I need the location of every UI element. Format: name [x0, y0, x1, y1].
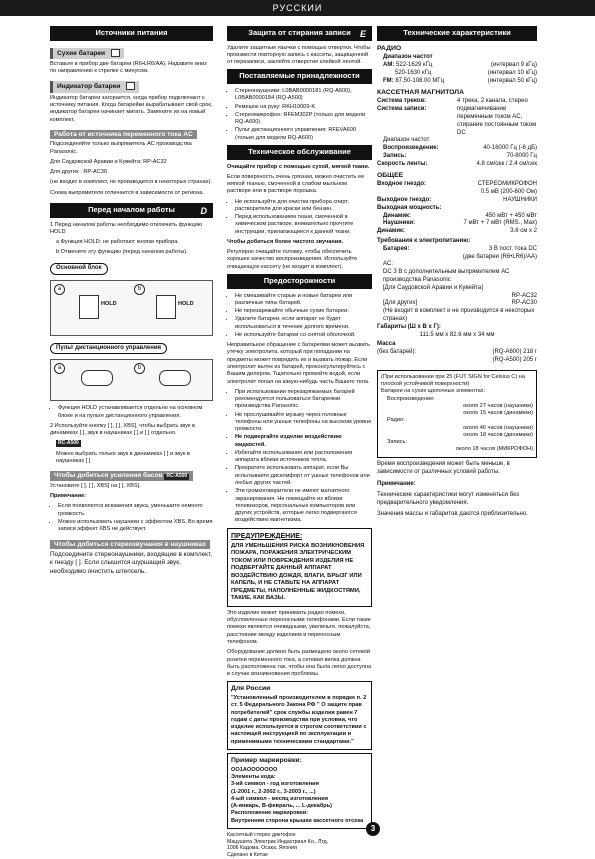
spec-input-value-2: 0.5 мВ (200-600 Ом) [480, 189, 537, 196]
maintenance-better: Чтобы добиться более чистого звучания. [227, 238, 344, 245]
footer-line: 1006 Кадома, Осака, Япония [227, 845, 297, 852]
spec-value: 4 трека, 2 канала, стерео [457, 98, 528, 105]
section-badge: E [359, 29, 366, 39]
warning-title: ПРЕДУПРЕЖДЕНИЕ: [231, 532, 303, 540]
step-1b: b Отмените эту функцию (перед началом работы). [56, 249, 188, 256]
spec-dyn-row [377, 228, 537, 236]
radio-interference-text: Это изделие может принимать радио помехи, обусловленные переносными телефонами. Если такие помехи являются очевидными, увеличьте, пожалуйста, расстояние между изделием и переносным телефоном. [227, 609, 371, 645]
spec-value: 520-1630 кГц [395, 70, 432, 77]
remote-hold-figure [50, 359, 213, 401]
spec-ac-other-row [377, 300, 537, 308]
marking-title: Пример маркировки: [231, 757, 302, 764]
figure-marker-b: b [134, 284, 145, 295]
maintenance-item: • Перед использованием ткани, смоченной в химическом растворе, внимательно прочтите инструкции, прилагающиеся к данной ткани. [235, 214, 372, 236]
russia-text: "Установленный производителем в порядке п. 2 ст. 5 Федерального Закона РФ " О защите прав потребителей" срок службы изделия равен 7 годам с даты производства при условии, что изделие используется в строгом соответствии с настоящей инструкцией по эксплуатации и применимыми техническими стандартами." [231, 695, 367, 745]
ac-text-2: Для Саудовской Аравии и Кувейта: RP-AC32 [50, 158, 167, 165]
spec-ac-text: DC 3 В с дополнительным выпрямителем АС производства Panasonic [383, 269, 510, 284]
spec-record-row [377, 106, 537, 137]
spec-radio-title: РАДИО [377, 44, 402, 52]
caution-item: • При использовании перезаряжаемых батарей рекомендуется пользоваться батареями производства Panasonic. [235, 389, 372, 411]
spec-label: FM: [383, 77, 394, 84]
spec-label: (без батарей): [377, 349, 417, 356]
spec-label: AM: [383, 62, 395, 69]
box-life: Батареи на сухих щелочных элементах: [381, 388, 486, 395]
spec-value: 7 мВт + 7 мВт (RMS., Max) [463, 220, 537, 227]
spec-value: 3 В пост. тока DC [488, 245, 537, 252]
spec-play-row [377, 145, 537, 153]
hold-switch-b [156, 295, 176, 319]
caution-item: • Избегайте использования или расположения аппарата вблизи источников тепла. [235, 450, 372, 465]
spec-value: 3.6 см x 2 [510, 228, 537, 235]
marking-line: Расположение маркировки: [231, 810, 309, 817]
caution-item: • Не перезаряжайте обычные сухие батареи. [235, 308, 372, 315]
spec-batt-row [377, 246, 537, 254]
subheader-dry-batteries [50, 48, 124, 59]
spec-ac-saudi-val: RP-AC32 [511, 292, 537, 299]
bass-tag: RC-A500 [166, 473, 188, 480]
spec-value: СТЕРЕОМИКРОФОН [477, 181, 537, 188]
battery-icon [111, 49, 120, 57]
column-middle [227, 26, 372, 859]
spec-label: Динамик: [383, 212, 412, 219]
subheader-bass [50, 471, 193, 481]
dry-batteries-text: Вставьте в прибор две батареи (R6•LR6/AA). Надавите вниз по направлению к стрелке с минусом. [50, 60, 207, 75]
section-header-specs: Технические характеристики [377, 26, 537, 41]
stereo-text: Подсоедините стереонаушники, входящие в комплект, к гнезду [ ]. Если слышится шуршащий звук, необходимо очистить штепсель. [50, 551, 213, 575]
footer-line: Кассетный стерео диктофон [227, 831, 296, 838]
spec-rec-row [377, 153, 537, 161]
spec-freq-range: Диапазон частот [383, 54, 433, 61]
maintenance-text: Если поверхность очень грязная, можно очистить ее мягкой тканью, смоченной в слабом мыльном растворе или в растворе порошка. [227, 173, 365, 195]
marking-example-box [227, 753, 372, 829]
warning-text: ДЛЯ УМЕНЬШЕНИЯ РИСКА ВОЗНИКНОВЕНИЯ ПОЖАРА, ПОРАЖЕНИЯ ЭЛЕКТРИЧЕСКИМ ТОКОМ ИЛИ ПОВРЕЖДЕНИЯ ИЗДЕЛИЯ НЕ ПОДВЕРГАЙТЕ ДАННЫЙ АППАРАТ ВОЗДЕЙСТВИЮ ДОЖДЯ, ВЛАГИ, БРЫЗГ ИЛИ КАПЕЛЬ, И НЕ СТАВЬТЕ НА АППАРАТ ПРЕДМЕТЫ, НАПОЛНЕННЫЕ ЖИДКОСТЯМИ, ТАКИЕ, КАК ВАЗЫ. [231, 542, 365, 602]
spec-label: Скорость ленты: [377, 160, 428, 167]
ac-text-5: Схема выпрямителя отличается в зависимости от региона. [50, 189, 204, 196]
battery-life-box [377, 370, 537, 458]
section-header-before-use [50, 203, 213, 218]
step-1a: a Функция HOLD: не работают кнопки прибора. [56, 239, 179, 246]
spec-cassette-title: КАССЕТНАЯ МАГНИТОЛА [377, 88, 464, 96]
step-1: 1 Перед началом работы необходимо отключить функцию HOLD [50, 221, 203, 235]
indicator-text: Индикатор батареи загорается, когда прибор подключают к источнику питания. Когда батарейки вырабатывают свой срок, индикатор батареи начинает мигать. Замените их на новый комплект. [50, 94, 213, 123]
spec-dims-label: Габариты (Ш x В x Г): [377, 323, 441, 330]
subheader-stereo: Чтобы добиться стереозвучания в наушниках [50, 540, 210, 550]
remote-hold-switch-a [81, 370, 113, 386]
caution-item: • Прекратите использовать аппарат, если Вы испытываете дискомфорт от ушных телефонов или любых других частей. [235, 465, 372, 487]
main-unit-label: Основной блок [50, 263, 108, 275]
warning-box [227, 528, 372, 607]
page-number: 3 [366, 822, 380, 836]
spec-freq-range-2: Диапазон частот [383, 137, 430, 144]
spec-value: 40-16000 Гц (-6 дБ) [483, 145, 537, 152]
spec-ac-note: (Не входит в комплект и не производится в некоторых странах) [383, 308, 535, 323]
figure-marker-a: a [54, 284, 65, 295]
spec-value: 4.8 см/сек / 2.4 см/сек [476, 160, 537, 167]
spec-value: RP-AC30 [511, 300, 537, 307]
spec-batt-value-2: (две батареи (R6•LR6)/AA) [462, 253, 537, 260]
section-header-power: Источники питания [50, 26, 213, 41]
russia-title: Для России [231, 685, 271, 693]
caution-item: • Не смешивайте старые и новые батареи или различные типы батарей. [235, 293, 372, 308]
caution-item: • Не подвергайте изделие воздействию жидкостей. [235, 434, 372, 449]
spec-track-row [377, 98, 537, 106]
box-lead: (При использовании при 25 (FUT SIGN for Celsius C) на плоской устойчивой поверхности) [381, 373, 525, 388]
footer-line: Сделано в Китае [227, 852, 268, 859]
spec-value: подмагничивание переменным током AC, стирание постоянным током DC [457, 106, 537, 136]
spec-label: Выходное гнездо: [377, 197, 432, 204]
column-left [50, 26, 213, 579]
erase-text: Удалите защитные язычки с помощью отвертки. Чтобы произвести повторную запись с кассеты, защищенной от перезаписи, заклейте отверстие клейкой лентой. [227, 44, 371, 66]
hold-switch-a [79, 295, 99, 319]
section-title: Перед началом работы [88, 205, 175, 215]
spec-input-row [377, 181, 537, 189]
spec-label: [Для других] [383, 300, 418, 307]
spec-label: Наушники: [383, 220, 416, 227]
box-radio-2: около 18 часов (динамики) [463, 431, 533, 438]
spec-step: (интервал 50 кГц) [487, 77, 537, 84]
spec-speakers-row [377, 213, 537, 221]
spec-ac: AC: [383, 261, 394, 268]
indicator-icon [126, 82, 135, 90]
supplied-item: • Стереомикрофон: RFEM302P (только для модели RQ-A600) [235, 112, 372, 127]
spec-power-out: Выходная мощность: [377, 204, 442, 211]
figure-marker-a: a [54, 363, 65, 374]
caution-item: • Эти громкоговорители не имеют магнитного экранирования. Не помещайте их вблизи телевизоров, персональных компьютеров или других устройств, которые легко подвергаются воздействию магнетизма. [235, 488, 372, 524]
caution-item: • Не прослушивайте музыку через головные телефоны или ушные телефоны на высоком уровне громкости. [235, 412, 372, 434]
spec-label: Запись: [383, 153, 407, 160]
spec-value: НАУШНИКИ [503, 197, 537, 204]
remote-hold-switch-b [159, 370, 191, 386]
spec-step: (интервал 10 кГц) [487, 70, 537, 77]
spec-value: 87.50-108.00 МГц [395, 77, 445, 84]
section-header-maintenance: Техническое обслуживание [227, 145, 372, 160]
box-radio: Радио: [387, 417, 405, 424]
spec-phones-row [377, 220, 537, 228]
box-play: Воспроизведение: [387, 395, 435, 402]
note-item: • Можно использовать наушники с эффектом XBS. Во время записи эффект XBS не действует. [58, 519, 213, 534]
marking-line: 3-ий символ - год изготовления [231, 781, 319, 788]
maintenance-better-text: Регулярно очищайте головку, чтобы обеспечить хорошее качество воспроизведения. Используйте очищающую кассету (не входит в комплект). [227, 249, 358, 270]
spec-value: 522-1629 кГц [396, 62, 433, 69]
figure-marker-b: b [134, 363, 145, 374]
supplied-item: • Пульт дистанционного управления: RFEVA600 (только для модели RQ-A600) [235, 127, 372, 142]
marking-line: 4-ый символ - месяц изготовления [231, 795, 329, 802]
spec-mass-v2: (RQ-A500) 205 г [492, 357, 537, 363]
marking-line: (1-2001 г., 2-2002 г., 3-2003 г., ...) [231, 788, 316, 795]
ac-text-4: (не входит в комплект, не производится в некоторых странах). [50, 179, 212, 186]
supplied-item: • Ремешок на руку: RKH10009-K [235, 104, 372, 111]
spec-label: Воспроизведение: [383, 145, 439, 152]
outlet-text: Оборудование должно быть размещено около сетевой розетки переменного тока, а сетевая вилка должна быть расположена так, чтобы она была легко доступна в случае возникновения проблемы. [227, 649, 372, 678]
maintenance-lead: Очищайте прибор с помощью сухой, мягкой ткани. [227, 163, 370, 170]
spec-am-row [377, 62, 537, 70]
spec-output-row [377, 197, 537, 205]
caution-item: • Не используйте батареи со снятой оболочкой. [235, 332, 372, 339]
marking-line: Элементы кода: [231, 774, 276, 781]
subheader-indicator [50, 81, 139, 92]
spec-label: Система записи: [377, 106, 427, 113]
column-right [377, 26, 537, 522]
footer-line: Мацушита Электрик Индастриал Ко., Лтд. [227, 838, 329, 845]
ac-text-3: Для других : RP-AC30 [50, 169, 107, 176]
hold-label-a: HOLD [101, 300, 117, 307]
rc-text: Можно выбрать только звук в динамиках [ ] и звук в наушниках [ ] [56, 450, 190, 464]
spec-note-1: Технические характеристики могут изменяться без предварительного уведомления. [377, 492, 520, 506]
hold-bullet: • Функция HOLD устанавливается отдельно на основном блоке и на пульте дистанционного управления. [58, 405, 213, 420]
spec-value: (RQ-A600) 218 г [492, 349, 537, 356]
step-2: 2 Используйте кнопку [ ], [ ], XBS], чтобы выбрать звук в динамиках [ ], звук в наушниках [ ] и [ ] отдельно. [50, 422, 196, 437]
note-item: • Если появляются искажения звука, уменьшите немного громкость. [58, 503, 213, 518]
subheader-ac-power: Работа от источника переменного тока AC [50, 130, 197, 140]
ac-text-1: Подсоединяйте только выпрямитель АС производства Panasonic. [50, 141, 192, 155]
spec-fm-row [377, 78, 537, 86]
spec-dims-value: 111.5 мм x 82.6 мм x 34 мм [419, 331, 495, 338]
rc-tag: RC-A500 [58, 440, 79, 447]
box-play-2: около 15 часов (динамики) [463, 410, 533, 417]
section-header-erase [227, 26, 372, 41]
spec-note-title: Примечание: [377, 481, 416, 488]
russia-box [227, 681, 372, 750]
spec-general-title: ОБЩЕЕ [377, 171, 404, 179]
section-header-supplied: Поставляемые принадлежности [227, 69, 372, 84]
marking-code: OO1AOOOOOOO [231, 766, 278, 773]
maintenance-item: • Не используйте для очистки прибора спирт, растворители для краски или бензин. [235, 199, 372, 214]
marking-line: Внутренняя сторона крышки кассетного отсека [231, 817, 364, 824]
spec-ac-saudi: [Для Саудовской Аравии и Кувейта] [383, 284, 483, 291]
box-play-1: около 27 часов (наушники) [463, 402, 533, 409]
subheader-label: Чтобы добиться усиления басов [54, 472, 163, 480]
spec-value: 70-8000 Гц [506, 153, 537, 160]
bass-text: Установите [ ], [ ], XBS] на [ ], XBS]. [50, 482, 141, 489]
language-header: РУССКИИ [272, 3, 323, 13]
spec-speed-row [377, 161, 537, 169]
battery-life-note: Время воспроизведения может быть меньше, в зависимости от различных условий работы. [377, 460, 510, 475]
note-title: Примечание: [50, 493, 87, 500]
box-rec-1: около 18 часов (МИКРОФОН) [455, 446, 533, 453]
hold-label-b: HOLD [178, 300, 194, 307]
spec-mass: Масса [377, 341, 396, 348]
caution-item: • Удалите батареи, если аппарат не будет использоваться в течение долгого времени. [235, 316, 372, 331]
section-title: Защита от стирания записи [248, 28, 351, 37]
spec-mass-row [377, 349, 537, 357]
box-rec: Запись: [387, 439, 407, 446]
spec-note-2: Значения массы и габаритов даются приблизительно. [377, 510, 528, 517]
section-badge: D [200, 206, 207, 217]
subheader-label: Индикатор батареи [57, 83, 121, 91]
spec-power-req: Требования к электропитанию: [377, 238, 471, 245]
spec-am-row-2 [377, 70, 537, 78]
spec-label: Батарея: [383, 245, 410, 252]
spec-label: Система треков: [377, 98, 427, 105]
spec-label: Входное гнездо: [377, 181, 427, 188]
page-header-bar [0, 0, 595, 16]
supplied-item: • Стереонаушники: L0BAB0000181 (RQ-A600), L0BAB0000184 (RQ-A500) [235, 88, 372, 103]
spec-label: Динамик: [377, 228, 406, 235]
box-radio-1: около 46 часов (наушники) [463, 424, 533, 431]
marking-line: (А-январь, В-февраль, ... L-декабрь) [231, 803, 332, 810]
remote-label: Пульт дистанционного управления [50, 343, 167, 355]
spec-value: 450 мВт + 450 мВт [485, 212, 537, 219]
subheader-label: Сухие батареи [57, 49, 106, 57]
spec-step: (интервал 9 кГц) [491, 62, 537, 69]
caution-text: Неправильное обращение с батареями может вызвать утечку электролита, который при попадании на предметы может повредить их и вызвать пожар. Если электролит вытек из батарей, проконсультируйтесь с Вашим дилером. Тщательно промойте водой, если электролит попал на какую-нибудь часть Вашего тела. [227, 342, 371, 385]
main-unit-hold-figure [50, 280, 213, 336]
manufacturer-info [227, 832, 372, 859]
section-header-caution: Предосторожности [227, 274, 372, 289]
